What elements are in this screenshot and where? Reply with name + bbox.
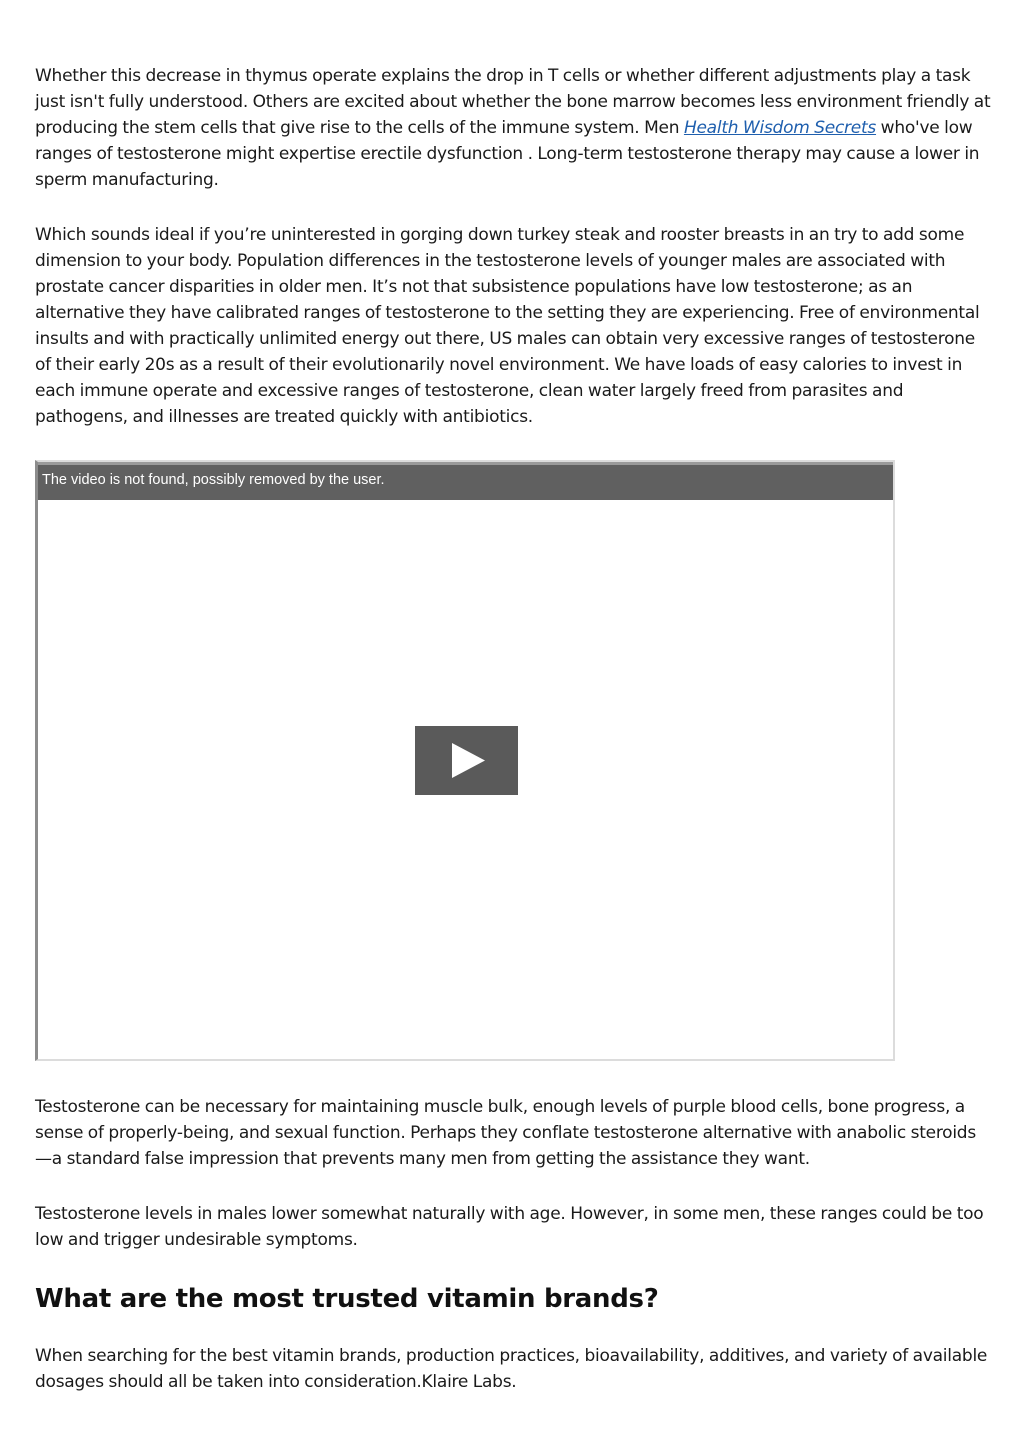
paragraph-thymus-text-start: Whether this decrease in thymus operate explains the drop in T cells or whether different adjustments play a task just isn't fully understood. Others are excited about whether the bone marrow becomes less environment friendly at producing the stem cells that give rise to the cells of the immune system. Men (35, 66, 991, 138)
section-heading-vitamin-brands: What are the most trusted vitamin brands? (35, 1284, 659, 1314)
play-button[interactable] (415, 726, 518, 795)
video-error-bar (38, 462, 893, 500)
video-player[interactable] (35, 460, 895, 1061)
paragraph-population-differences: Which sounds ideal if you’re uninterested in gorging down turkey steak and rooster breasts in an try to add some dimension to your body. Population differences in the testosterone levels of younger males are associated with prostate cancer disparities in older men. It’s not that subsistence populations have low testosterone; as an alternative they have calibrated ranges of testosterone to the setting they are experiencing. Free of environmental insults and with practically unlimited energy out there, US males can obtain very excessive ranges of testosterone of their early 20s as a result of their evolutionarily novel environment. We have loads of easy calories to invest in each immune operate and excessive ranges of testosterone, clean water largely freed from parasites and pathogens, and illnesses are treated quickly with antibiotics. (35, 225, 980, 427)
paragraph-muscle-bulk: Testosterone can be necessary for maintaining muscle bulk, enough levels of purple blood cells, bone progress, a sense of properly-being, and sexual function. Perhaps they conflate testosterone alternative with anabolic steroids—a standard false impression that prevents many men from getting the assistance they want. (35, 1097, 976, 1169)
paragraph-thymus (35, 63, 991, 193)
article-body (35, 63, 991, 1395)
paragraph-vitamin-brands: When searching for the best vitamin brands, production practices, bioavailability, additives, and variety of available dosages should all be taken into consideration.Klaire Labs. (35, 1346, 988, 1392)
play-icon (415, 726, 518, 795)
paragraph-levels-with-age: Testosterone levels in males lower somewhat naturally with age. However, in some men, these ranges could be too low and trigger undesirable symptoms. (35, 1204, 984, 1250)
video-error-message: The video is not found, possibly removed by the user. (42, 472, 385, 488)
paragraph-thymus-text-end: who've low ranges of testosterone might expertise erectile dysfunction . Long-term testosterone therapy may cause a lower in sperm manufacturing. (35, 118, 980, 190)
health-wisdom-secrets-link[interactable]: Health Wisdom Secrets (683, 118, 877, 138)
